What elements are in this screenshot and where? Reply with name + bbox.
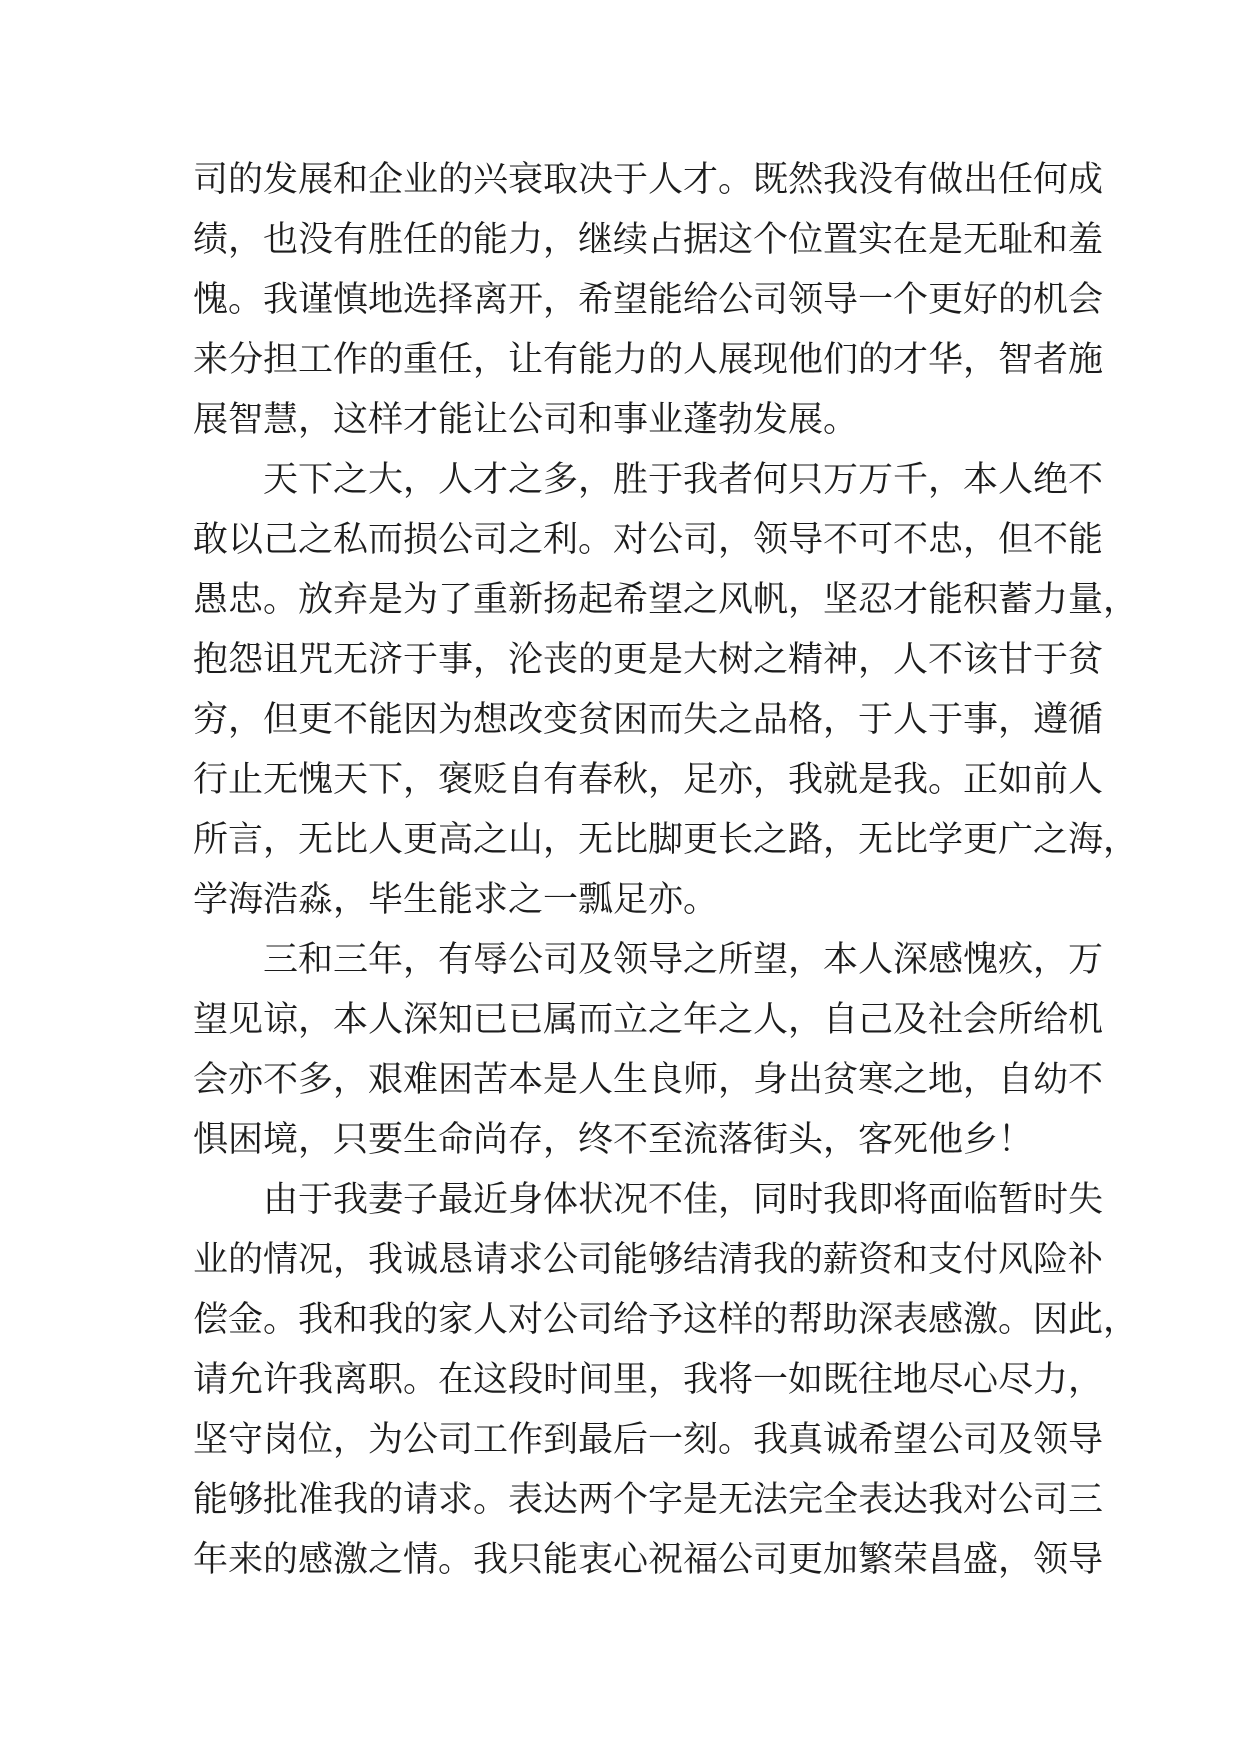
text-line: 惧困境，只要生命尚存，终不至流落街头，客死他乡！	[193, 1120, 1034, 1160]
paragraph	[193, 150, 1104, 450]
text-line: 穷，但更不能因为想改变贫困而失之品格，于人于事，遵循	[193, 700, 1104, 740]
text-line: 愧。我谨慎地选择离开，希望能给公司领导一个更好的机会	[193, 280, 1104, 320]
text-line: 由于我妻子最近身体状况不佳，同时我即将面临暂时失	[263, 1180, 1104, 1220]
text-line: 偿金。我和我的家人对公司给予这样的帮助深表感激。因此，	[193, 1300, 1139, 1340]
text-line: 坚守岗位，为公司工作到最后一刻。我真诚希望公司及领导	[193, 1420, 1104, 1460]
paragraph	[193, 1170, 1139, 1590]
text-line: 司的发展和企业的兴衰取决于人才。既然我没有做出任何成	[193, 160, 1104, 200]
text-line: 敢以己之私而损公司之利。对公司，领导不可不忠，但不能	[193, 520, 1104, 560]
text-line: 能够批准我的请求。表达两个字是无法完全表达我对公司三	[193, 1480, 1104, 1520]
text-line: 所言，无比人更高之山，无比脚更长之路，无比学更广之海，	[193, 820, 1139, 860]
text-line: 来分担工作的重任，让有能力的人展现他们的才华，智者施	[193, 340, 1104, 380]
text-line: 请允许我离职。在这段时间里，我将一如既往地尽心尽力，	[193, 1360, 1104, 1400]
document-body	[193, 150, 1139, 1590]
text-line: 业的情况，我诚恳请求公司能够结清我的薪资和支付风险补	[193, 1240, 1104, 1280]
text-line: 会亦不多，艰难困苦本是人生良师，身出贫寒之地，自幼不	[193, 1060, 1104, 1100]
text-line: 展智慧，这样才能让公司和事业蓬勃发展。	[193, 400, 859, 440]
text-line: 天下之大，人才之多，胜于我者何只万万千，本人绝不	[263, 460, 1104, 500]
paragraph	[193, 450, 1139, 930]
text-line: 行止无愧天下，褒贬自有春秋，足亦，我就是我。正如前人	[193, 760, 1104, 800]
text-line: 抱怨诅咒无济于事，沦丧的更是大树之精神，人不该甘于贫	[193, 640, 1104, 680]
text-line: 愚忠。放弃是为了重新扬起希望之风帆，坚忍才能积蓄力量，	[193, 580, 1139, 620]
text-line: 三和三年，有辱公司及领导之所望，本人深感愧疚，万	[263, 940, 1104, 980]
text-line: 年来的感激之情。我只能衷心祝福公司更加繁荣昌盛，领导	[193, 1540, 1104, 1580]
text-line: 望见谅，本人深知已已属而立之年之人，自己及社会所给机	[193, 1000, 1104, 1040]
paragraph	[193, 930, 1104, 1170]
text-line: 学海浩淼，毕生能求之一瓢足亦。	[193, 880, 719, 920]
text-line: 绩，也没有胜任的能力，继续占据这个位置实在是无耻和羞	[193, 220, 1104, 260]
